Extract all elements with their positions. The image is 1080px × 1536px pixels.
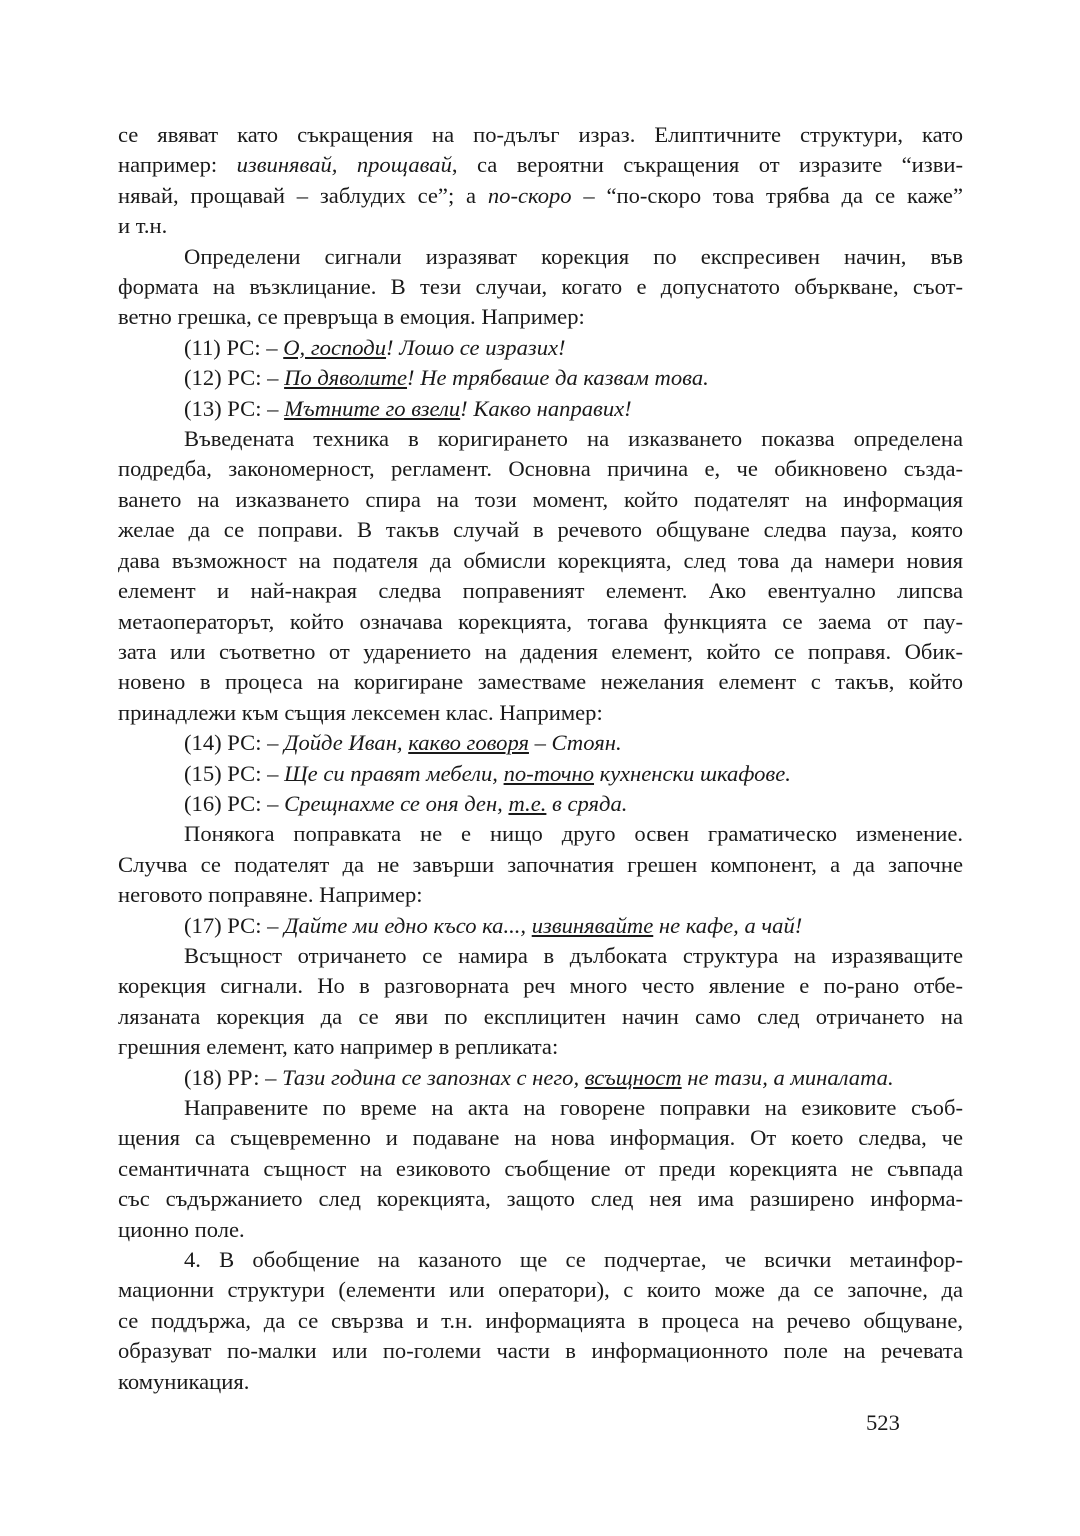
paragraph-line: нявай, прощавай – заблудих се”; а по-скоро – “по-скоро това трябва да се каже” (118, 182, 963, 208)
example-line: (17) РС: – Дайте ми едно късо ка..., извинявайте не кафе, а чай! (184, 912, 803, 938)
paragraph-line: Понякога поправката не е нищо друго освен граматическо изменение. (184, 821, 963, 847)
paragraph-line: корекция сигнали. Но в разговорната реч много често явление е по-рано отбе- (118, 973, 963, 999)
paragraph-line: Въведената техника в коригирането на изказването показва определена (184, 426, 963, 452)
paragraph-line: семантичната същност на езиковото съобщение от преди корекцията не съвпада (118, 1155, 963, 1181)
paragraph-line: се явяват като съкращения на по-дълъг израз. Елиптичните структури, като (118, 122, 963, 147)
paragraph-line: желае да се поправи. В такъв случай в речевото общуване следва пауза, която (118, 517, 963, 543)
example-line: (11) РС: – О, господи! Лошо се изразих! (184, 334, 566, 360)
paragraph-line: новено в процеса на коригиране заместваме нежелания елемент с такъв, който (118, 669, 963, 695)
paragraph-line: например: извинявай, прощавай, са вероятни съкращения от изразите “изви- (118, 152, 963, 178)
example-line: (18) РР: – Тази година се запознах с него, всъщност не тази, а миналата. (184, 1064, 894, 1090)
paragraph-line: ването на изказването спира на този момент, който подателят на информация (118, 486, 963, 512)
example-line: (16) РС: – Срещнахме се оня ден, т.е. в сряда. (184, 790, 628, 816)
paragraph-line: мационни структури (елементи или оператори), с които може да се започне, да (118, 1277, 963, 1303)
page-body (118, 120, 963, 1397)
paragraph-line: Направените по време на акта на говорене поправки на езиковите съоб- (184, 1095, 963, 1120)
paragraph-line: елемент и най-накрая следва поправеният елемент. Ако евентуално липсва (118, 578, 963, 604)
paragraph-line: дава възможност на подателя да обмисли корекцията, след това да намери новия (118, 547, 963, 573)
example-line: (12) РС: – По дяволите! Не трябваше да казвам това. (184, 365, 709, 391)
paragraph-line: неговото поправяне. Например: (118, 882, 423, 908)
paragraph-line: се поддържа, да се свързва и т.н. информацията в процеса на речево общуване, (118, 1307, 963, 1333)
paragraph-line: комуникация. (118, 1368, 250, 1394)
paragraph-line: ветно грешка, се превръща в емоция. Например: (118, 304, 585, 330)
paragraph-line: Случва се подателят да не завърши започнатия грешен компонент, а да започне (118, 851, 963, 877)
paragraph-line: Определени сигнали изразяват корекция по експресивен начин, във (184, 243, 963, 269)
paragraph-line: образуват по-малки или по-големи части в информационното поле на речевата (118, 1338, 963, 1364)
example-line: (15) РС: – Ще си правят мебели, по-точно кухненски шкафове. (184, 760, 791, 786)
paragraph-line: щения са същевременно и подаване на нова информация. От което следва, че (118, 1125, 963, 1151)
paragraph-line: зата или съответно от ударението на дадения елемент, който се поправя. Обик- (118, 638, 963, 664)
paragraph-line: и т.н. (118, 213, 168, 239)
paragraph-line: подредба, закономерност, регламент. Основна причина е, че обикновено създа- (118, 456, 963, 482)
paragraph-line: метаоператорът, който означава корекцията, тогава функцията се заема от пау- (118, 608, 963, 634)
paragraph-line: принадлежи към същия лексемен клас. Например: (118, 699, 603, 725)
paragraph-line: 4. В обобщение на казаното ще се подчертае, че всички метаинфор- (184, 1247, 963, 1273)
paragraph-line: ционно поле. (118, 1216, 245, 1242)
paragraph-line: лязаната корекция да се яви по експлицитен начин само след отричането на (118, 1003, 963, 1029)
paragraph-line: формата на възклицание. В тези случаи, когато е допуснатото объркване, съот- (118, 274, 963, 300)
paragraph-line: със съдържанието след корекцията, защото след нея има разширено информа- (118, 1186, 963, 1212)
page-number: 523 (866, 1410, 900, 1435)
example-line: (14) РС: – Дойде Иван, какво говоря – Стоян. (184, 730, 622, 756)
example-line: (13) РС: – Мътните го взели! Какво направих! (184, 395, 632, 421)
paragraph-line: грешния елемент, като например в репликата: (118, 1034, 559, 1060)
paragraph-line: Всъщност отричането се намира в дълбоката структура на изразяващите (184, 942, 963, 968)
